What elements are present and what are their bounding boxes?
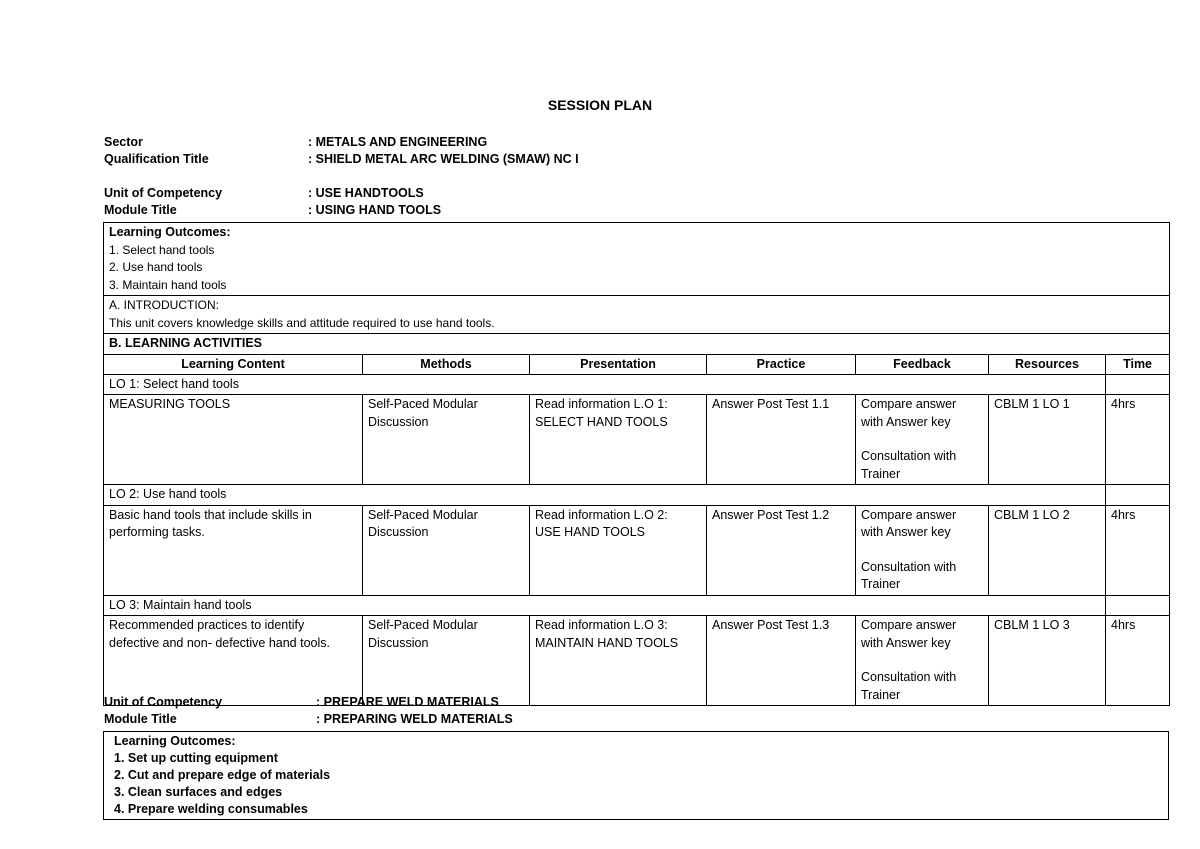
- feedback-gap: [861, 431, 983, 448]
- learning-outcome-item: 2. Cut and prepare edge of materials: [114, 768, 331, 782]
- activities-heading: B. LEARNING ACTIVITIES: [104, 334, 1170, 355]
- resources-cell: CBLM 1 LO 2: [989, 505, 1106, 595]
- practice-cell: Answer Post Test 1.1: [707, 395, 856, 485]
- learning-content: Basic hand tools that include skills in performing tasks.: [104, 505, 363, 595]
- col-time: Time: [1106, 354, 1170, 374]
- module-value-2: : PREPARING WELD MATERIALS: [316, 712, 513, 726]
- feedback-line: Trainer: [861, 466, 901, 481]
- time-cell: 4hrs: [1106, 616, 1170, 706]
- presentation-line: SELECT HAND TOOLS: [535, 414, 668, 429]
- learning-outcome-item: 4. Prepare welding consumables: [114, 802, 308, 816]
- practice-cell: Answer Post Test 1.2: [707, 505, 856, 595]
- feedback-line: Consultation with: [861, 559, 957, 574]
- lo-label-time-cell: [1106, 595, 1170, 616]
- presentation-line: Read information L.O 1:: [535, 397, 668, 411]
- learning-outcome-item: 3. Clean surfaces and edges: [114, 785, 283, 799]
- feedback-line: Compare answer: [861, 397, 957, 411]
- unit-value-2: : PREPARE WELD MATERIALS: [316, 695, 499, 709]
- time-cell: 4hrs: [1106, 395, 1170, 485]
- col-feedback: Feedback: [856, 354, 989, 374]
- resources-cell: CBLM 1 LO 3: [989, 616, 1106, 706]
- learning-content: MEASURING TOOLS: [104, 395, 363, 485]
- qualification-value: : SHIELD METAL ARC WELDING (SMAW) NC I: [308, 152, 579, 166]
- feedback-line: Consultation with: [861, 670, 957, 684]
- table-row: [104, 505, 1170, 595]
- learning-outcomes-cell: [104, 223, 1170, 296]
- practice-cell: Answer Post Test 1.3: [707, 616, 856, 706]
- col-practice: Practice: [707, 354, 856, 374]
- presentation-cell: [530, 616, 707, 706]
- feedback-line: with Answer key: [861, 635, 951, 650]
- introduction-cell: [104, 296, 1170, 334]
- page-title: SESSION PLAN: [547, 97, 653, 113]
- module-label: Module Title: [104, 203, 177, 217]
- feedback-line: Compare answer: [861, 507, 957, 522]
- introduction-heading: A. INTRODUCTION:: [109, 298, 219, 312]
- learning-outcomes-cell-2: [104, 732, 1169, 820]
- header-block-2: [104, 694, 513, 728]
- session-plan-table: [103, 222, 1170, 706]
- col-presentation: Presentation: [530, 354, 707, 374]
- learning-outcomes-table-2: [103, 731, 1169, 820]
- col-methods: Methods: [363, 354, 530, 374]
- method-line: Discussion: [368, 525, 429, 539]
- header-block: [104, 134, 579, 219]
- lo-label-time-cell: [1106, 485, 1170, 506]
- presentation-line: Read information L.O 3:: [535, 618, 668, 632]
- feedback-line: Compare answer: [861, 618, 957, 632]
- lo-label-time-cell: [1106, 374, 1170, 395]
- col-learning-content: Learning Content: [104, 354, 363, 374]
- learning-outcome-item: 1. Set up cutting equipment: [114, 751, 278, 765]
- introduction-text: This unit covers knowledge skills and attitude required to use hand tools.: [109, 315, 495, 330]
- learning-outcomes-heading-2: Learning Outcomes:: [114, 734, 236, 748]
- time-cell: 4hrs: [1106, 505, 1170, 595]
- feedback-cell: [856, 505, 989, 595]
- table-row: [104, 616, 1170, 706]
- col-resources: Resources: [989, 354, 1106, 374]
- resources-cell: CBLM 1 LO 1: [989, 395, 1106, 485]
- feedback-line: Trainer: [861, 577, 901, 591]
- unit-label-2: Unit of Competency: [104, 695, 223, 709]
- presentation-cell: [530, 395, 707, 485]
- feedback-line: with Answer key: [861, 525, 951, 539]
- method-line: Discussion: [368, 635, 429, 650]
- method-line: Self-Paced Modular: [368, 618, 478, 632]
- feedback-gap: [861, 652, 983, 669]
- module-label-2: Module Title: [104, 712, 177, 726]
- qualification-label: Qualification Title: [104, 152, 209, 166]
- feedback-line: Consultation with: [861, 449, 957, 463]
- sector-value: : METALS AND ENGINEERING: [308, 135, 488, 149]
- unit-label: Unit of Competency: [104, 186, 223, 200]
- sector-label: Sector: [104, 135, 143, 149]
- lo-label: LO 2: Use hand tools: [104, 485, 1106, 506]
- feedback-line: Trainer: [861, 687, 901, 702]
- method-line: Discussion: [368, 414, 429, 429]
- learning-outcome-item: 1. Select hand tools: [109, 242, 215, 257]
- methods-cell: [363, 395, 530, 485]
- method-line: Self-Paced Modular: [368, 507, 478, 522]
- presentation-line: Read information L.O 2:: [535, 507, 668, 522]
- table-row: [104, 395, 1170, 485]
- learning-outcome-item: 2. Use hand tools: [109, 260, 203, 274]
- feedback-line: with Answer key: [861, 414, 951, 429]
- methods-cell: [363, 616, 530, 706]
- learning-outcome-item: 3. Maintain hand tools: [109, 277, 227, 292]
- feedback-gap: [861, 542, 983, 559]
- presentation-cell: [530, 505, 707, 595]
- column-header-row: [104, 354, 1170, 374]
- method-line: Self-Paced Modular: [368, 397, 478, 411]
- feedback-cell: [856, 616, 989, 706]
- methods-cell: [363, 505, 530, 595]
- feedback-cell: [856, 395, 989, 485]
- module-value: : USING HAND TOOLS: [308, 203, 442, 217]
- lo-label: LO 3: Maintain hand tools: [104, 595, 1106, 616]
- lo-label: LO 1: Select hand tools: [104, 374, 1106, 395]
- unit-value: : USE HANDTOOLS: [308, 186, 424, 200]
- learning-outcomes-heading: Learning Outcomes:: [109, 225, 231, 239]
- presentation-line: MAINTAIN HAND TOOLS: [535, 635, 679, 650]
- presentation-line: USE HAND TOOLS: [535, 525, 645, 539]
- learning-content: Recommended practices to identify defective and non- defective hand tools.: [104, 616, 363, 706]
